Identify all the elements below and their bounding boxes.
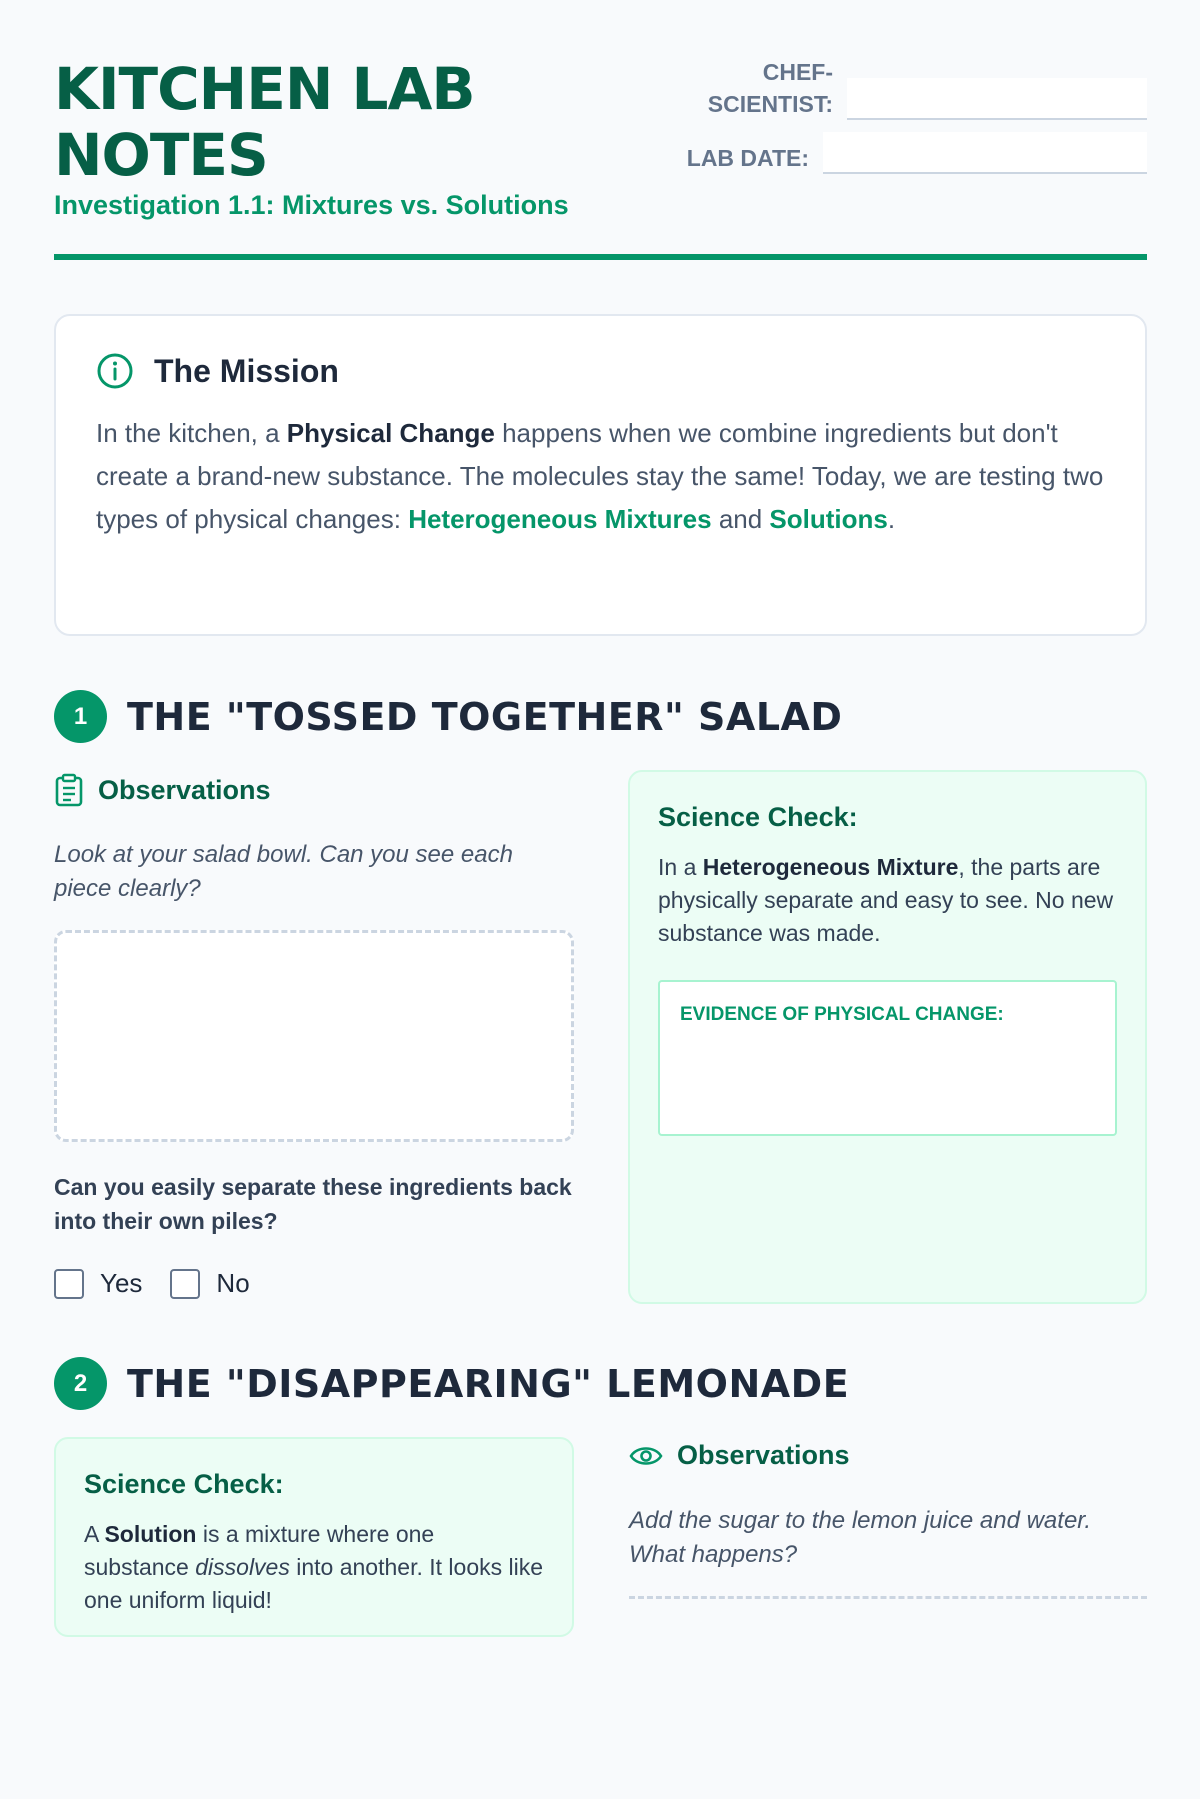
- yes-label: Yes: [100, 1268, 143, 1298]
- term-solutions: Solutions: [769, 504, 888, 534]
- date-field-row: [687, 132, 1147, 174]
- section-1-prompt: Look at your salad bowl. Can you see each piece clearly?: [54, 841, 513, 902]
- term-heterogeneous-mixture: Heterogeneous Mixture: [702, 854, 959, 880]
- science-text-part: A: [84, 1521, 105, 1547]
- section-1-number: 1: [54, 690, 107, 743]
- science-text-part: is a mixture where one substance: [84, 1521, 435, 1580]
- science-check-text: [84, 1518, 544, 1617]
- science-text-part: into another. It looks like one uniform liquid!: [84, 1554, 544, 1613]
- chef-name-input[interactable]: [847, 78, 1147, 120]
- mission-text-part: In the kitchen, a: [96, 418, 287, 448]
- separate-question: Can you easily separate these ingredients back into their own piles?: [54, 1174, 572, 1234]
- separate-answer-options: [54, 1268, 278, 1299]
- no-checkbox[interactable]: [170, 1269, 200, 1299]
- header: [54, 0, 1147, 262]
- section-2-observations-title: Observations: [677, 1440, 850, 1470]
- salad-observation-box[interactable]: [54, 930, 574, 1142]
- chef-field-row: [693, 56, 1147, 120]
- evidence-box[interactable]: [658, 980, 1117, 1136]
- section-2-title: THE "DISAPPEARING" LEMONADE: [127, 1361, 850, 1406]
- mission-header: [96, 352, 1105, 390]
- section-1-observations-heading: [54, 773, 271, 807]
- eye-icon: [629, 1443, 663, 1469]
- evidence-label: EVIDENCE OF PHYSICAL CHANGE:: [680, 1004, 1004, 1025]
- section-2-number: 2: [54, 1357, 107, 1410]
- section-2-science-check: [54, 1437, 574, 1637]
- mission-text-part: and: [711, 504, 770, 534]
- chef-label-line-1: CHEF-: [762, 59, 833, 85]
- clipboard-icon: [54, 773, 84, 807]
- science-check-title: Science Check:: [84, 1469, 284, 1499]
- section-1-title: THE "TOSSED TOGETHER" SALAD: [127, 694, 843, 739]
- term-solution: Solution: [104, 1521, 197, 1547]
- mission-text-part: happens when we combine ingredients but don't create a brand-new substance. The molecules stay the same! Today, we are testing two types of physical changes:: [96, 418, 1104, 534]
- header-divider: [54, 254, 1147, 260]
- chef-label: [693, 56, 833, 120]
- worksheet-page: [54, 0, 1147, 1613]
- section-2-prompt: Add the sugar to the lemon juice and water. What happens?: [629, 1507, 1092, 1568]
- mission-text: [96, 412, 1105, 541]
- yes-checkbox[interactable]: [54, 1269, 84, 1299]
- date-label: LAB DATE:: [686, 145, 809, 171]
- section-1-heading: [54, 690, 842, 743]
- section-2-observations-heading: [629, 1440, 850, 1471]
- section-1-observations-title: Observations: [98, 774, 271, 805]
- mission-text-part: .: [887, 504, 896, 534]
- science-check-text: [658, 851, 1117, 950]
- mission-card: [54, 314, 1147, 636]
- term-heterogeneous-mixtures: Heterogeneous Mixtures: [408, 504, 712, 534]
- science-text-part: In a: [658, 854, 703, 880]
- lemonade-observation-box[interactable]: [629, 1596, 1147, 1799]
- no-option[interactable]: [170, 1268, 249, 1299]
- page-title: [54, 56, 475, 188]
- section-1-science-check: [628, 770, 1147, 1304]
- page-subtitle: Investigation 1.1: Mixtures vs. Solutions: [54, 190, 569, 220]
- section-2-heading: [54, 1357, 849, 1410]
- science-check-title: Science Check:: [658, 802, 858, 832]
- info-icon: [96, 352, 134, 390]
- mission-title: The Mission: [154, 352, 339, 389]
- no-label: No: [216, 1268, 250, 1298]
- yes-option[interactable]: [54, 1268, 142, 1299]
- lab-date-input[interactable]: [823, 132, 1147, 174]
- term-dissolves: dissolves: [195, 1554, 290, 1580]
- term-physical-change: Physical Change: [286, 418, 495, 448]
- chef-label-line-2: SCIENTIST:: [707, 91, 833, 117]
- science-text-part: , the parts are physically separate and easy to see. No new substance was made.: [658, 854, 1114, 946]
- title-line-2: NOTES: [54, 121, 268, 189]
- title-line-1: KITCHEN LAB: [54, 55, 475, 123]
